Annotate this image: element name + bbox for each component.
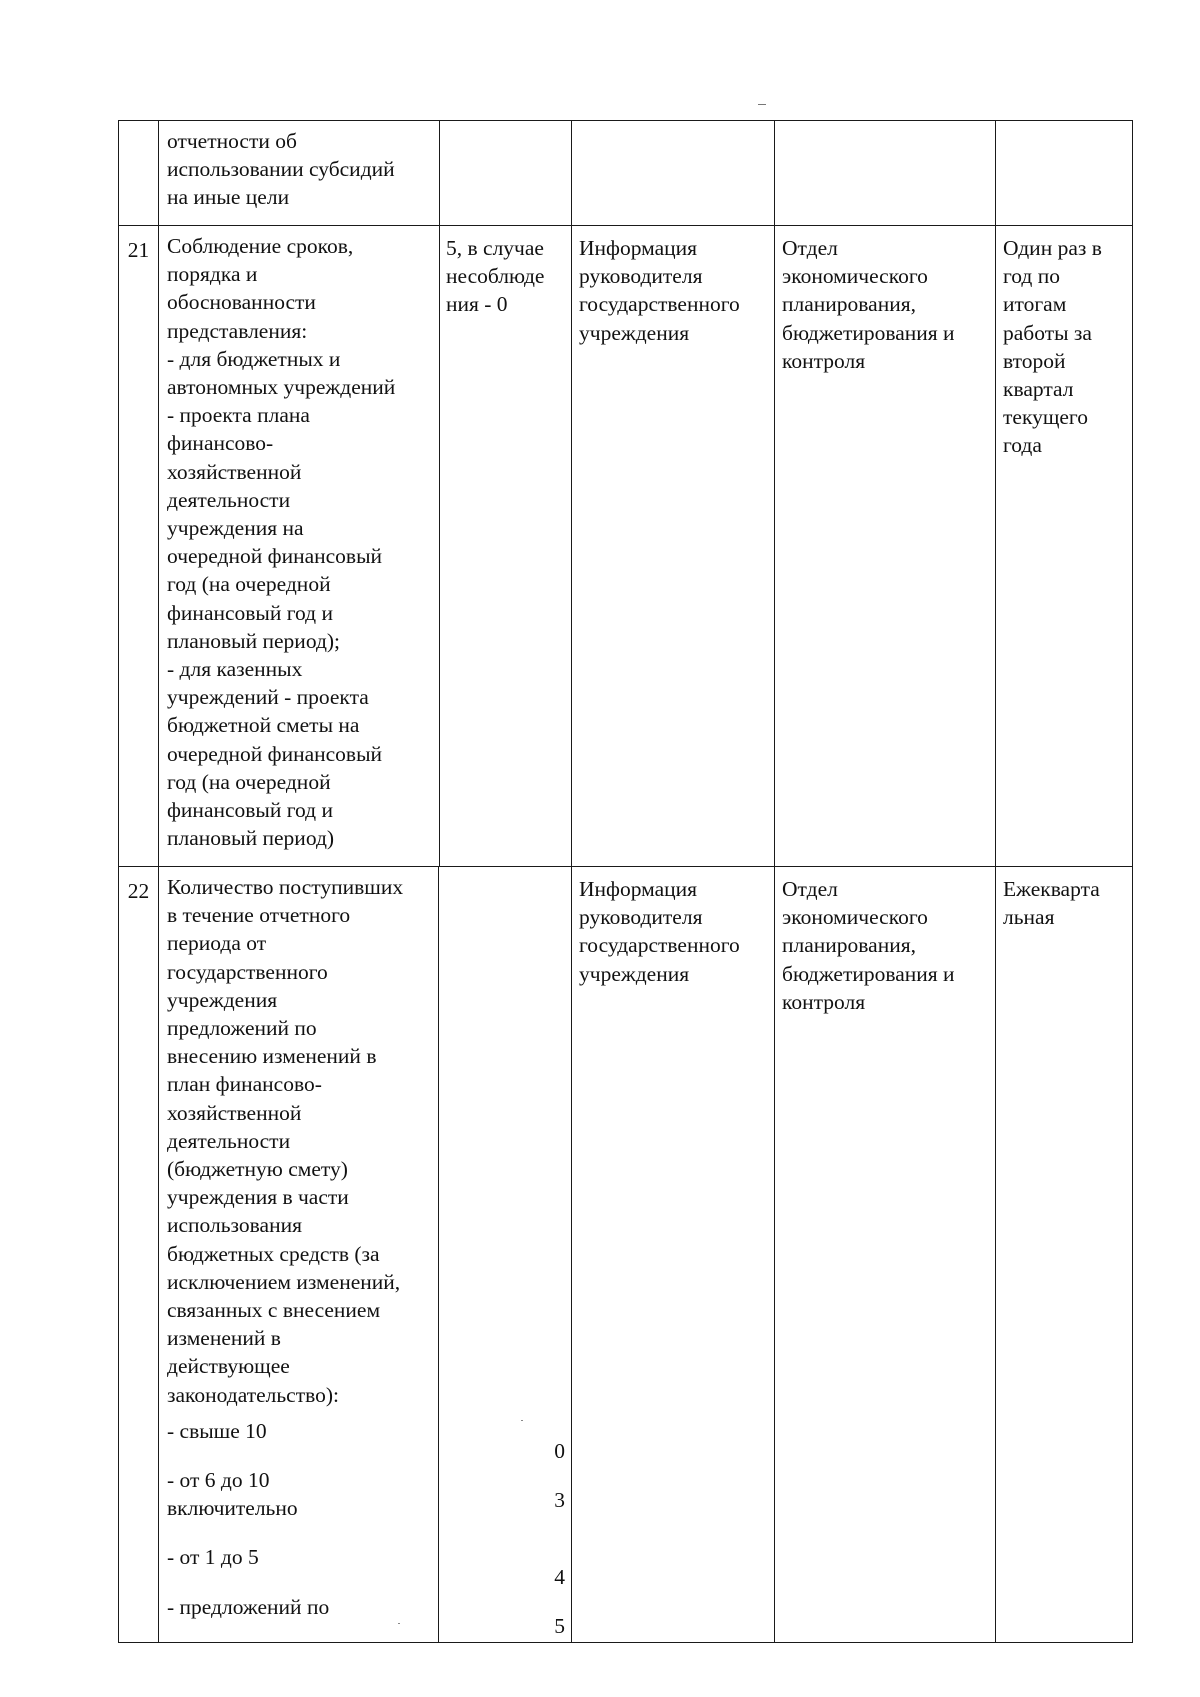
score-option: - от 6 до 10 включительно [167, 1468, 298, 1521]
source-cell [572, 121, 775, 226]
period-cell [996, 121, 1133, 226]
criterion-description: Количество поступивших в течение отчетного периода от государственного учреждения предложений по внесению изменений в план финансово- хозяйственной деятельности (бюджетную смету) учреждения в части использования бюджетных средств (за исключением изменений, связанных с внесением изменений в действующее законодательство): [167, 875, 404, 1407]
score-points: 0 [554, 1439, 565, 1463]
table-row-continued [119, 121, 1133, 226]
score-points: 3 [554, 1488, 565, 1512]
department-cell [775, 121, 996, 226]
criterion-description: Соблюдение сроков, порядка и обоснованности представления: - для бюджетных и автономных учреждений - проекта плана финансово- хозяйственной деятельности учреждения на очередной финансовый год (на очередной финансовый год и плановый период); - для казенных учреждений - проекта бюджетной сметы на очередной финансовый год (на очередной финансовый год и плановый период) [167, 234, 396, 851]
source-cell [572, 867, 775, 1643]
score-points: 5 [554, 1614, 565, 1638]
table-row-22 [119, 867, 1133, 1643]
department-cell [775, 867, 996, 1643]
criteria-table [118, 120, 1133, 1643]
source-cell [572, 226, 775, 867]
criterion-with-scores-cell [159, 867, 572, 1643]
score-option: - от 1 до 5 [167, 1545, 259, 1570]
row-number: 22 [127, 879, 150, 903]
row-number: 21 [127, 238, 150, 262]
evaluation-period: Ежекварта льная [1003, 877, 1100, 930]
period-cell [996, 226, 1133, 867]
information-source: Информация руководителя государственного учреждения [579, 877, 740, 986]
evaluation-period: Один раз в год по итогам работы за второй квартал текущего года [1003, 236, 1102, 458]
row-number-cell [119, 867, 159, 1643]
responsible-department: Отдел экономического планирования, бюджетирования и контроля [782, 877, 955, 1014]
criterion-description-cell [159, 121, 440, 226]
score-option: - свыше 10 [167, 1418, 267, 1443]
criterion-description-cell [159, 226, 440, 867]
information-source: Информация руководителя государственного учреждения [579, 236, 740, 345]
score-points: 4 [554, 1565, 565, 1589]
period-cell [996, 867, 1133, 1643]
table-row-21 [119, 226, 1133, 867]
points-cell [440, 121, 572, 226]
points-value: 5, в случае несоблюде ния - 0 [446, 236, 545, 317]
criterion-description: отчетности об использовании субсидий на иные цели [167, 129, 395, 210]
scan-mark [758, 104, 766, 105]
score-option: - предложений по [167, 1594, 330, 1619]
points-cell [440, 226, 572, 867]
department-cell [775, 226, 996, 867]
row-number-cell [119, 226, 159, 867]
row-number-cell [119, 121, 159, 226]
responsible-department: Отдел экономического планирования, бюджетирования и контроля [782, 236, 955, 373]
